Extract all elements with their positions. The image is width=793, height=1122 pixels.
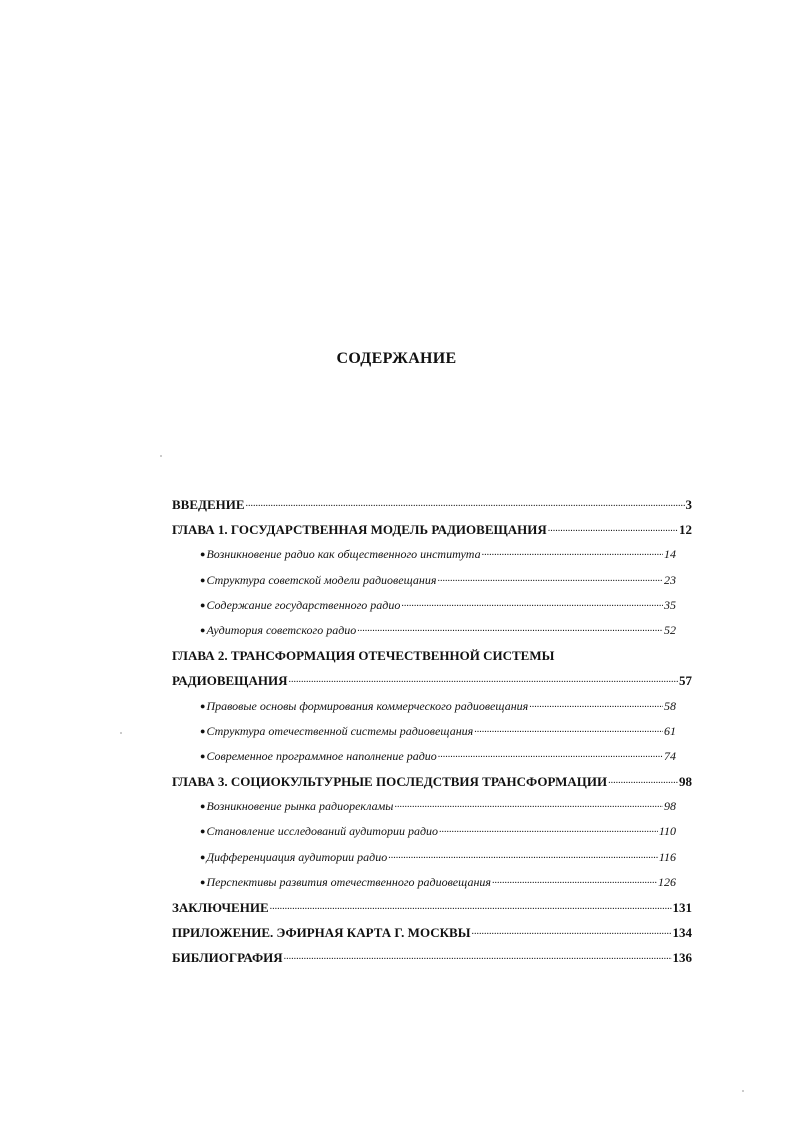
bullet-icon: ●: [200, 549, 206, 560]
toc-page-number: 12: [679, 522, 692, 538]
scan-speck: [120, 732, 122, 734]
toc-entry-section[interactable]: [172, 719, 692, 744]
toc-label: ●Возникновение радио как общественного института: [200, 547, 481, 562]
toc-page-number: 131: [672, 900, 692, 915]
toc-label: ЗАКЛЮЧЕНИЕ: [172, 900, 269, 915]
toc-label: ВВЕДЕНИЕ: [172, 497, 245, 512]
toc-entry-section[interactable]: [172, 568, 692, 593]
dot-leader: [357, 616, 663, 641]
toc-label: ●Становление исследований аудитории радио: [200, 824, 439, 839]
toc-label: ●Современное программное наполнение радио: [200, 748, 437, 763]
toc-label: РАДИОВЕЩАНИЯ: [172, 673, 288, 689]
scan-speck: [160, 455, 162, 457]
toc-entry-introduction[interactable]: [172, 492, 692, 517]
toc-page-number: 134: [672, 925, 692, 941]
toc-label: ГЛАВА 1. ГОСУДАРСТВЕННАЯ МОДЕЛЬ РАДИОВЕЩАНИЯ: [172, 522, 547, 538]
toc-label: ●Аудитория советского радио: [200, 622, 357, 637]
toc-page-number: 98: [664, 799, 676, 814]
dot-leader: [246, 491, 685, 516]
bullet-icon: ●: [200, 624, 206, 635]
dot-leader: [471, 919, 671, 944]
toc-label: ●Структура советской модели радиовещания: [200, 572, 437, 587]
bullet-icon: ●: [200, 876, 206, 887]
toc-page-number: 136: [672, 950, 692, 966]
toc-entry-section[interactable]: [172, 870, 692, 895]
toc-entry-chapter-2-line-1[interactable]: [172, 643, 692, 668]
toc-label: ГЛАВА 3. СОЦИОКУЛЬТУРНЫЕ ПОСЛЕДСТВИЯ ТРАНСФОРМАЦИИ: [172, 774, 608, 790]
toc-entry-section[interactable]: [172, 542, 692, 567]
toc-entry-appendix[interactable]: [172, 920, 692, 945]
dot-leader: [548, 516, 678, 541]
bullet-icon: ●: [200, 801, 206, 812]
toc-label: ●Перспективы развития отечественного радиовещания: [200, 874, 492, 889]
bullet-icon: ●: [200, 826, 206, 837]
table-of-contents: [172, 492, 692, 971]
toc-entry-section[interactable]: [172, 845, 692, 870]
toc-page-number: 52: [664, 622, 676, 637]
toc-page-number: 98: [679, 774, 692, 790]
page-title: СОДЕРЖАНИЕ: [336, 350, 457, 367]
dot-leader: [437, 566, 663, 591]
dot-leader: [288, 667, 678, 692]
toc-page-number: 57: [679, 673, 692, 689]
toc-page-number: 110: [658, 824, 676, 839]
toc-entry-chapter-1[interactable]: [172, 517, 692, 542]
bullet-icon: ●: [200, 599, 206, 610]
toc-entry-chapter-3[interactable]: [172, 769, 692, 794]
toc-label: ●Дифференциация аудитории радио: [200, 849, 388, 864]
dot-leader: [608, 768, 678, 793]
toc-entry-section[interactable]: [172, 694, 692, 719]
toc-label: ГЛАВА 2. ТРАНСФОРМАЦИЯ ОТЕЧЕСТВЕННОЙ СИСТЕМЫ: [172, 648, 555, 664]
scan-speck: [742, 1090, 744, 1092]
toc-page-number: 23: [664, 572, 676, 587]
dot-leader: [270, 894, 672, 919]
bullet-icon: ●: [200, 750, 206, 761]
toc-entry-conclusion[interactable]: [172, 895, 692, 920]
toc-entry-section[interactable]: [172, 618, 692, 643]
toc-page-number: 3: [685, 497, 692, 512]
toc-page-number: 116: [658, 849, 676, 864]
toc-entry-section[interactable]: [172, 593, 692, 618]
toc-page-number: 35: [664, 597, 676, 612]
dot-leader: [492, 868, 657, 893]
toc-page-number: 58: [664, 698, 676, 713]
toc-entry-section[interactable]: [172, 794, 692, 819]
toc-label: ●Возникновение рынка радиорекламы: [200, 799, 394, 814]
bullet-icon: ●: [200, 851, 206, 862]
toc-label: ●Структура отечественной системы радиовещания: [200, 723, 474, 738]
toc-entry-section[interactable]: [172, 744, 692, 769]
toc-label: БИБЛИОГРАФИЯ: [172, 950, 283, 966]
dot-leader: [439, 817, 658, 842]
dot-leader: [401, 591, 663, 616]
bullet-icon: ●: [200, 700, 206, 711]
dot-leader: [438, 742, 663, 767]
bullet-icon: ●: [200, 574, 206, 585]
dot-leader: [284, 944, 672, 969]
toc-entry-section[interactable]: [172, 819, 692, 844]
toc-label: ●Правовые основы формирования коммерческого радиовещания: [200, 698, 529, 713]
toc-entry-bibliography[interactable]: [172, 945, 692, 970]
toc-label: ПРИЛОЖЕНИЕ. ЭФИРНАЯ КАРТА Г. МОСКВЫ: [172, 925, 471, 941]
toc-page-number: 61: [664, 723, 676, 738]
dot-leader: [482, 540, 663, 565]
toc-page-number: 14: [664, 547, 676, 562]
dot-leader: [474, 717, 663, 742]
dot-leader: [394, 792, 663, 817]
toc-page-number: 74: [664, 748, 676, 763]
toc-entry-chapter-2[interactable]: [172, 668, 692, 693]
dot-leader: [529, 692, 663, 717]
bullet-icon: ●: [200, 725, 206, 736]
toc-label: ●Содержание государственного радио: [200, 597, 401, 612]
toc-page-number: 126: [658, 874, 676, 889]
dot-leader: [388, 843, 658, 868]
